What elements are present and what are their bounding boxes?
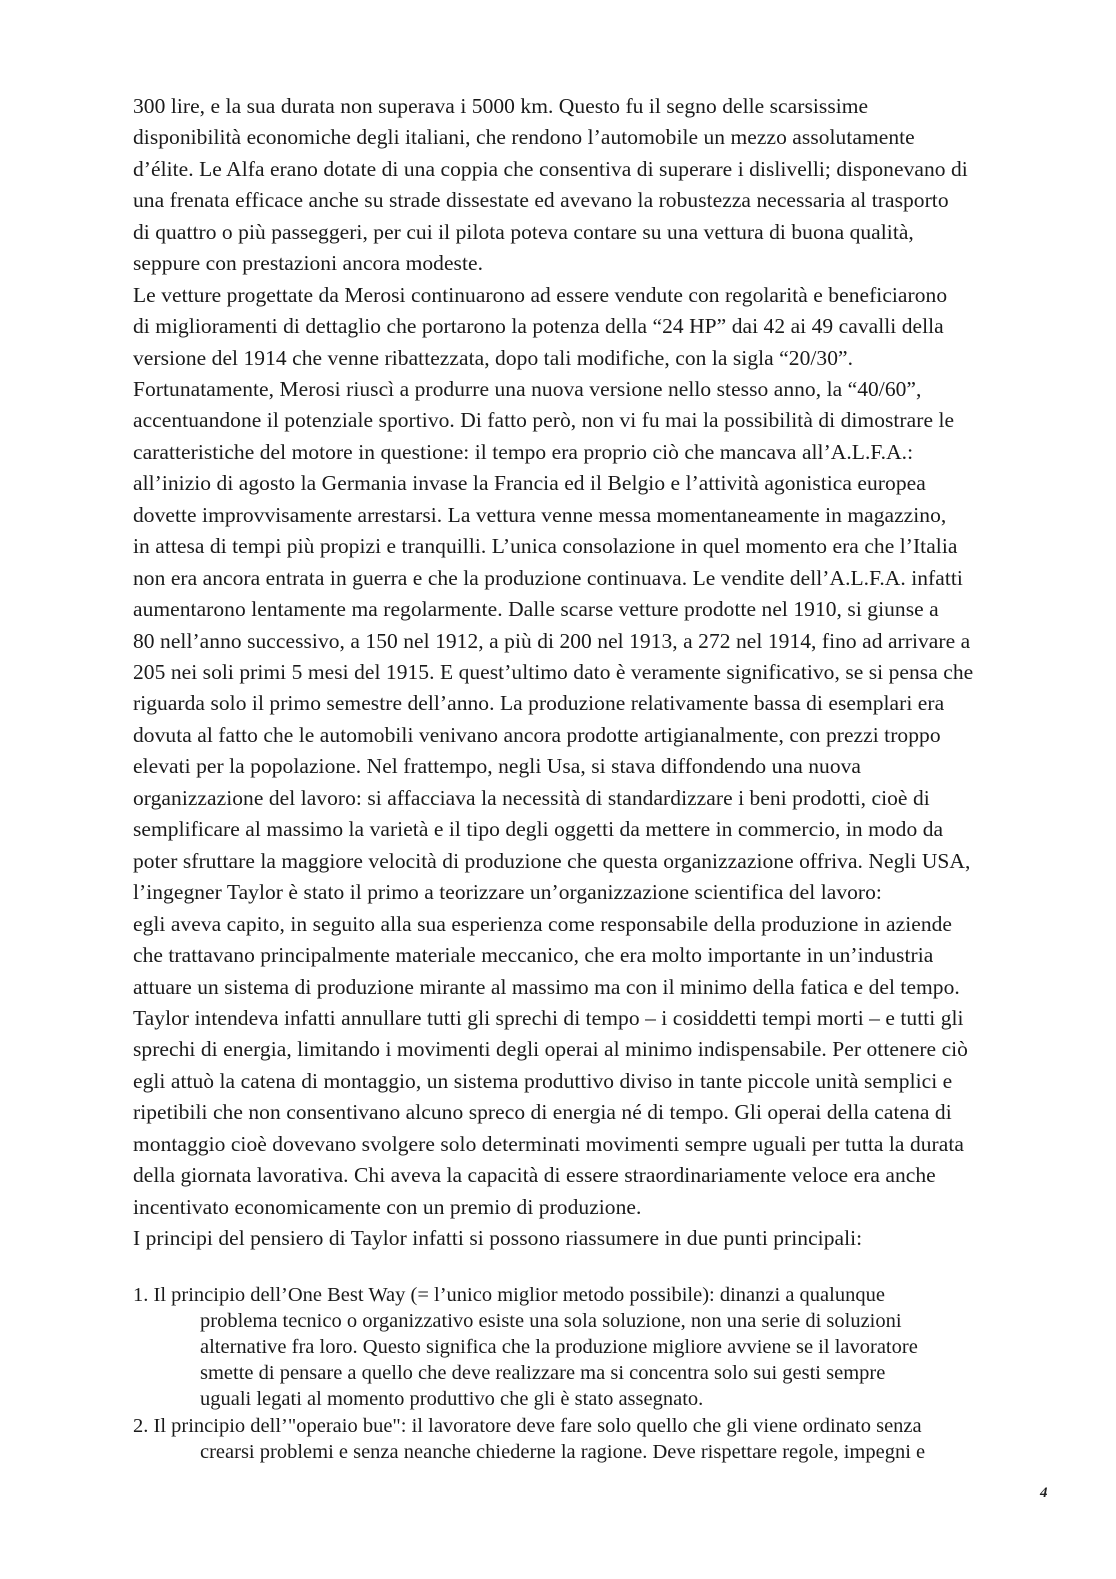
list-item-line: alternative fra loro. Questo significa che la produzione migliore avviene se il lavoratore xyxy=(200,1336,918,1358)
body-line: l’ingegner Taylor è stato il primo a teorizzare un’organizzazione scientifica del lavoro: xyxy=(133,880,882,904)
body-line: della giornata lavorativa. Chi aveva la capacità di essere straordinariamente veloce era anche xyxy=(133,1163,936,1187)
body-line: 300 lire, e la sua durata non superava i 5000 km. Questo fu il segno delle scarsissime xyxy=(133,94,869,118)
body-line: che trattavano principalmente materiale meccanico, che era molto importante in un’industria xyxy=(133,943,934,967)
body-line: una frenata efficace anche su strade dissestate ed avevano la robustezza necessaria al trasporto xyxy=(133,188,949,212)
body-line: elevati per la popolazione. Nel frattempo, negli Usa, si stava diffondendo una nuova xyxy=(133,754,862,778)
body-line: aumentarono lentamente ma regolarmente. Dalle scarse vetture prodotte nel 1910, si giunse a xyxy=(133,597,939,621)
list-item-line: uguali legati al momento produttivo che gli è stato assegnato. xyxy=(200,1388,704,1410)
body-line: poter sfruttare la maggiore velocità di produzione che questa organizzazione offriva. Negli USA, xyxy=(133,849,971,873)
body-line: caratteristiche del motore in questione: il tempo era proprio ciò che mancava all’A.L.F.A.: xyxy=(133,440,914,464)
body-line: dovuta al fatto che le automobili venivano ancora prodotte artigianalmente, con prezzi troppo xyxy=(133,723,941,747)
body-line: montaggio cioè dovevano svolgere solo determinati movimenti sempre uguali per tutta la durata xyxy=(133,1132,964,1156)
body-line: di quattro o più passeggeri, per cui il pilota poteva contare su una vettura di buona qualità, xyxy=(133,220,914,244)
body-line: versione del 1914 che venne ribattezzata, dopo tali modifiche, con la sigla “20/30”. xyxy=(133,346,854,370)
body-line: Taylor intendeva infatti annullare tutti gli sprechi di tempo – i cosiddetti tempi morti – e tutti gli xyxy=(133,1006,964,1030)
list-item-line: smette di pensare a quello che deve realizzare ma si concentra solo sui gesti sempre xyxy=(200,1362,886,1384)
list-item-line: problema tecnico o organizzativo esiste una sola soluzione, non una serie di soluzioni xyxy=(200,1310,902,1332)
body-line: ripetibili che non consentivano alcuno spreco di energia né di tempo. Gli operai della catena di xyxy=(133,1100,952,1124)
page-number: 4 xyxy=(1040,1485,1048,1501)
body-line: all’inizio di agosto la Germania invase la Francia ed il Belgio e l’attività agonistica europea xyxy=(133,471,926,495)
body-line: non era ancora entrata in guerra e che la produzione continuava. Le vendite dell’A.L.F.A. infatti xyxy=(133,566,963,590)
body-line: sprechi di energia, limitando i movimenti degli operai al minimo indispensabile. Per ottenere ciò xyxy=(133,1037,968,1061)
body-line: semplificare al massimo la varietà e il tipo degli oggetti da mettere in commercio, in modo da xyxy=(133,817,944,841)
body-line: d’élite. Le Alfa erano dotate di una coppia che consentiva di superare i dislivelli; disponevano di xyxy=(133,157,968,181)
body-line: dovette improvvisamente arrestarsi. La vettura venne messa momentaneamente in magazzino, xyxy=(133,503,947,527)
list-item-line: 1. Il principio dell’One Best Way (= l’unico miglior metodo possibile): dinanzi a qualunque xyxy=(133,1284,885,1306)
body-line: 205 nei soli primi 5 mesi del 1915. E quest’ultimo dato è veramente significativo, se si pensa che xyxy=(133,660,974,684)
body-line: incentivato economicamente con un premio di produzione. xyxy=(133,1195,642,1219)
body-line: egli aveva capito, in seguito alla sua esperienza come responsabile della produzione in aziende xyxy=(133,912,953,936)
body-line: attuare un sistema di produzione mirante al massimo ma con il minimo della fatica e del tempo. xyxy=(133,975,960,999)
body-line: in attesa di tempi più propizi e tranquilli. L’unica consolazione in quel momento era che l’Italia xyxy=(133,534,958,558)
body-line: Fortunatamente, Merosi riuscì a produrre una nuova versione nello stesso anno, la “40/60”, xyxy=(133,377,922,401)
body-line: di miglioramenti di dettaglio che portarono la potenza della “24 HP” dai 42 ai 49 cavalli della xyxy=(133,314,944,338)
body-line: I principi del pensiero di Taylor infatti si possono riassumere in due punti principali: xyxy=(133,1226,863,1250)
body-line: disponibilità economiche degli italiani, che rendono l’automobile un mezzo assolutamente xyxy=(133,125,915,149)
list-item-line: crearsi problemi e senza neanche chiederne la ragione. Deve rispettare regole, impegni e xyxy=(200,1441,926,1463)
list-item-line: 2. Il principio dell’"operaio bue": il lavoratore deve fare solo quello che gli viene ordinato senza xyxy=(133,1415,922,1437)
body-line: seppure con prestazioni ancora modeste. xyxy=(133,251,483,275)
body-line: accentuandone il potenziale sportivo. Di fatto però, non vi fu mai la possibilità di dimostrare le xyxy=(133,408,955,432)
body-line: riguarda solo il primo semestre dell’anno. La produzione relativamente bassa di esemplari era xyxy=(133,691,945,715)
body-line: organizzazione del lavoro: si affacciava la necessità di standardizzare i beni prodotti, cioè di xyxy=(133,786,930,810)
body-line: egli attuò la catena di montaggio, un sistema produttivo diviso in tante piccole unità semplici e xyxy=(133,1069,953,1093)
body-line: 80 nell’anno successivo, a 150 nel 1912, a più di 200 nel 1913, a 272 nel 1914, fino ad arrivare a xyxy=(133,629,971,653)
body-line: Le vetture progettate da Merosi continuarono ad essere vendute con regolarità e beneficiarono xyxy=(133,283,948,307)
